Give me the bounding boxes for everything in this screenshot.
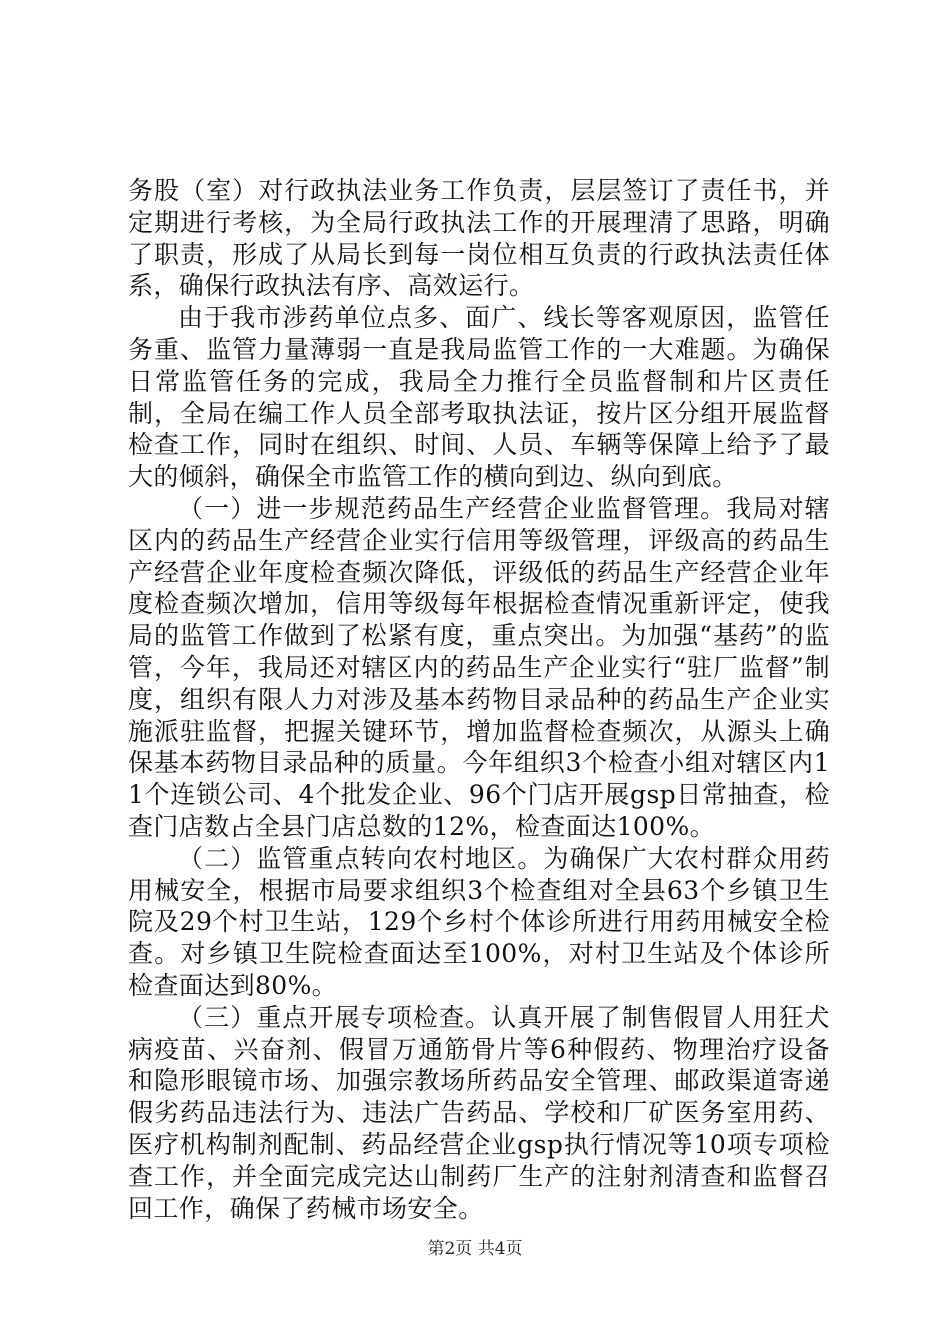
paragraph-section-three: （三）重点开展专项检查。认真开展了制售假冒人用狂犬病疫苗、兴奋剂、假冒万通筋骨片等6种假药、物理治疗设备和隐形眼镜市场、加强宗教场所药品安全管理、邮政渠道寄递假劣药品违法行为、违法广告药品、学校和厂矿医务室用药、医疗机构制剂配制、药品经营企业gsp执行情况等10项专项检查工作，并全面完成完达山制药厂生产的注射剂清查和监督召回工作，确保了药械市场安全。 bbox=[128, 1002, 830, 1223]
paragraph-section-two: （二）监管重点转向农村地区。为确保广大农村群众用药用械安全，根据市局要求组织3个检查组对全县63个乡镇卫生院及29个村卫生站，129个乡村个体诊所进行用药用械安全检查。对乡镇卫生院检查面达至100%，对村卫生站及个体诊所检查面达到80%。 bbox=[128, 843, 830, 1000]
paragraph-supervision-overview: 由于我市涉药单位点多、面广、线长等客观原因，监管任务重、监管力量薄弱一直是我局监管工作的一大难题。为确保日常监管任务的完成，我局全力推行全员监督制和片区责任制，全局在编工作人员全部考取执法证，按片区分组开展监督检查工作，同时在组织、时间、人员、车辆等保障上给予了最大的倾斜，确保全市监管工作的横向到边、纵向到底。 bbox=[128, 303, 830, 492]
document-body bbox=[128, 175, 830, 1224]
paragraph-section-one: （一）进一步规范药品生产经营企业监督管理。我局对辖区内的药品生产经营企业实行信用等级管理，评级高的药品生产经营企业年度检查频次降低，评级低的药品生产经营企业年度检查频次增加，信用等级每年根据检查情况重新评定，使我局的监管工作做到了松紧有度，重点突出。为加强“基药”的监管，今年，我局还对辖区内的药品生产企业实行“驻厂监督”制度，组织有限人力对涉及基本药物目录品种的药品生产企业实施派驻监督，把握关键环节，增加监督检查频次，从源头上确保基本药物目录品种的质量。今年组织3个检查小组对辖区内11个连锁公司、4个批发企业、96个门店开展gsp日常抽查，检查门店数占全县门店总数的12%，检查面达100%。 bbox=[128, 493, 830, 841]
paragraph-continuation: 务股（室）对行政执法业务工作负责，层层签订了责任书，并定期进行考核，为全局行政执法工作的开展理清了思路，明确了职责，形成了从局长到每一岗位相互负责的行政执法责任体系，确保行政执法有序、高效运行。 bbox=[128, 176, 830, 301]
page-number-footer: 第2页 共4页 bbox=[427, 1239, 523, 1259]
